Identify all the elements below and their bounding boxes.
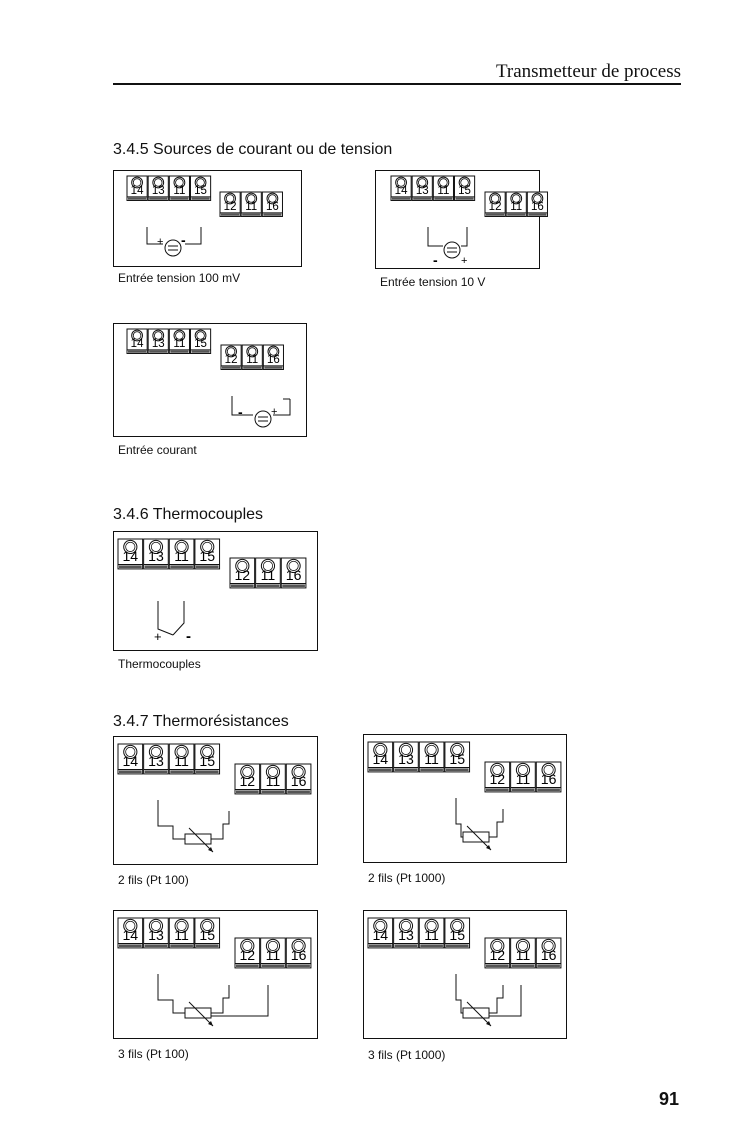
terminal-label: 12 [239, 773, 256, 789]
terminal [118, 744, 143, 774]
terminal [454, 176, 474, 200]
terminal [220, 192, 240, 216]
terminal [419, 918, 444, 948]
terminal-label: 13 [415, 185, 429, 197]
terminal [221, 345, 241, 369]
caption-current: Entrée courant [118, 443, 197, 457]
terminal-label: 11 [173, 338, 186, 350]
terminal [536, 938, 561, 968]
terminal-label: 11 [246, 354, 259, 366]
left-terminal-block [368, 742, 470, 772]
terminal [190, 176, 210, 200]
terminal-label: 12 [489, 771, 506, 787]
terminal-label: 15 [194, 338, 207, 350]
terminal [485, 762, 510, 792]
left-terminal-block [368, 918, 470, 948]
terminal-label: 14 [130, 338, 144, 350]
terminal-label: 15 [199, 927, 216, 943]
plus-sign: + [154, 629, 162, 644]
section-title-thermocouples: 3.4.6 Thermocouples [113, 506, 264, 523]
right-terminal-block [235, 938, 311, 968]
terminal [144, 918, 169, 948]
terminal [169, 918, 194, 948]
terminal [368, 918, 393, 948]
caption-rtd-3wire-pt1000: 3 fils (Pt 1000) [368, 1048, 446, 1062]
terminal [445, 742, 470, 772]
terminal [195, 918, 220, 948]
terminal [536, 762, 561, 792]
terminal-label: 12 [239, 947, 256, 963]
terminal [144, 539, 169, 569]
caption-voltage-10v: Entrée tension 10 V [380, 275, 486, 289]
terminal-label: 11 [265, 947, 281, 963]
terminal [485, 938, 510, 968]
wiring-diagram-thermocouple [113, 531, 319, 652]
terminal-label: 16 [267, 354, 280, 366]
terminal-label: 11 [174, 753, 189, 769]
wiring-diagram-voltage-10v [375, 170, 544, 270]
caption-rtd-2wire-pt100: 2 fils (Pt 100) [118, 873, 189, 887]
terminal-label: 15 [199, 753, 216, 769]
terminal-label: 11 [245, 201, 258, 213]
terminal [419, 742, 444, 772]
terminal [148, 176, 168, 200]
terminal-label: 12 [224, 354, 238, 366]
terminal-label: 13 [398, 927, 414, 943]
terminal [144, 744, 169, 774]
terminal [391, 176, 411, 200]
terminal [230, 558, 255, 588]
terminal [169, 176, 189, 200]
terminal-label: 13 [148, 927, 164, 943]
terminal-label: 11 [424, 927, 439, 943]
minus-sign: - [238, 404, 243, 420]
terminal-label: 11 [515, 771, 531, 787]
right-terminal-block [485, 938, 561, 968]
terminal [511, 762, 536, 792]
terminal-label: 14 [372, 927, 389, 943]
terminal [412, 176, 432, 200]
terminal [511, 938, 536, 968]
terminal [169, 744, 194, 774]
terminal-label: 12 [489, 947, 506, 963]
right-terminal-block [235, 764, 311, 794]
terminal-label: 11 [174, 548, 189, 564]
caption-rtd-2wire-pt1000: 2 fils (Pt 1000) [368, 871, 446, 885]
terminal-label: 14 [130, 185, 144, 197]
terminal-label: 16 [540, 947, 557, 963]
wiring-diagram-rtd-2wire-pt100 [113, 736, 319, 866]
terminal-label: 11 [437, 185, 450, 197]
terminal-label: 15 [458, 185, 471, 197]
terminal [261, 938, 286, 968]
right-terminal-block [221, 345, 283, 369]
terminal-label: 16 [290, 773, 307, 789]
terminal-label: 13 [398, 751, 414, 767]
terminal-label: 15 [194, 185, 207, 197]
terminal [118, 918, 143, 948]
wiring-diagram-rtd-2wire-pt1000 [363, 734, 568, 864]
terminal-label: 12 [488, 201, 502, 213]
terminal-label: 14 [122, 753, 139, 769]
terminal [506, 192, 526, 216]
left-terminal-block [127, 176, 211, 200]
terminal-label: 12 [234, 567, 251, 583]
terminal-label: 16 [531, 201, 544, 213]
section-title-sources: 3.4.5 Sources de courant ou de tension [113, 141, 393, 158]
terminal-label: 15 [199, 548, 216, 564]
plus-sign: + [271, 406, 278, 418]
terminal [286, 764, 311, 794]
terminal [169, 329, 189, 353]
terminal-label: 15 [449, 927, 466, 943]
caption-thermocouples: Thermocouples [118, 657, 201, 671]
terminal-label: 14 [394, 185, 408, 197]
terminal-label: 11 [424, 751, 439, 767]
terminal [394, 918, 419, 948]
page-number: 91 [658, 1089, 679, 1109]
terminal-label: 11 [174, 927, 189, 943]
wiring-diagram-current [113, 323, 308, 438]
terminal [242, 345, 262, 369]
terminal-label: 16 [540, 771, 557, 787]
minus-sign: - [181, 232, 186, 248]
section-title-rtd: 3.4.7 Thermorésistances [113, 713, 289, 730]
terminal [169, 539, 194, 569]
header-rule [113, 83, 681, 85]
wiring-diagram-rtd-3wire-pt1000 [363, 910, 568, 1040]
minus-sign: - [433, 252, 438, 268]
terminal [190, 329, 210, 353]
wiring-diagram-voltage-100mv [113, 170, 303, 270]
right-terminal-block [230, 558, 306, 588]
terminal [263, 345, 283, 369]
terminal [235, 938, 260, 968]
terminal-label: 13 [148, 753, 164, 769]
terminal [148, 329, 168, 353]
terminal-label: 14 [122, 927, 139, 943]
right-terminal-block [220, 192, 282, 216]
terminal [527, 192, 547, 216]
right-terminal-block [485, 762, 561, 792]
terminal-label: 15 [449, 751, 466, 767]
plus-sign: + [461, 255, 468, 267]
terminal-label: 11 [173, 185, 186, 197]
terminal-label: 13 [151, 338, 165, 350]
left-terminal-block [118, 744, 220, 774]
terminal [262, 192, 282, 216]
caption-voltage-100mv: Entrée tension 100 mV [118, 271, 241, 285]
terminal [127, 176, 147, 200]
terminal [261, 764, 286, 794]
terminal-label: 14 [372, 751, 389, 767]
terminal [127, 329, 147, 353]
terminal [485, 192, 505, 216]
terminal [235, 764, 260, 794]
terminal-label: 14 [122, 548, 139, 564]
terminal-label: 16 [266, 201, 279, 213]
terminal-label: 12 [223, 201, 237, 213]
terminal-label: 13 [148, 548, 164, 564]
minus-sign: - [186, 628, 191, 645]
left-terminal-block [118, 918, 220, 948]
terminal [256, 558, 281, 588]
terminal [118, 539, 143, 569]
terminal-label: 16 [285, 567, 302, 583]
terminal [433, 176, 453, 200]
terminal-label: 11 [515, 947, 531, 963]
left-terminal-block [118, 539, 220, 569]
running-header: Transmetteur de process [495, 61, 681, 82]
plus-sign: + [157, 236, 164, 248]
right-terminal-block [485, 192, 547, 216]
terminal [281, 558, 306, 588]
terminal [394, 742, 419, 772]
wiring-diagram-rtd-3wire-pt100 [113, 910, 319, 1040]
caption-rtd-3wire-pt100: 3 fils (Pt 100) [118, 1047, 189, 1061]
terminal-label: 11 [265, 773, 281, 789]
terminal-label: 16 [290, 947, 307, 963]
terminal [445, 918, 470, 948]
terminal-label: 11 [260, 567, 276, 583]
left-terminal-block [391, 176, 475, 200]
terminal [286, 938, 311, 968]
terminal-label: 13 [151, 185, 165, 197]
left-terminal-block [127, 329, 211, 353]
terminal [195, 539, 220, 569]
terminal [195, 744, 220, 774]
terminal [368, 742, 393, 772]
terminal-label: 11 [510, 201, 523, 213]
terminal [241, 192, 261, 216]
